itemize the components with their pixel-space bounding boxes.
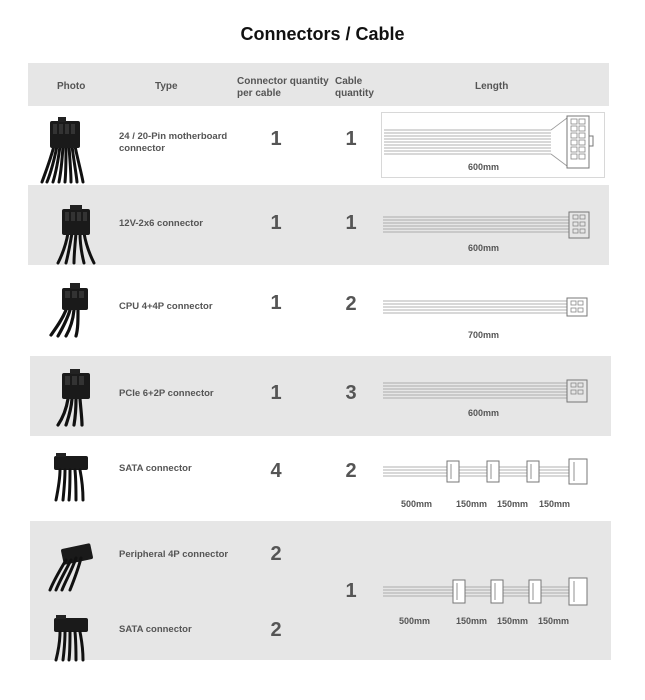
header-type: Type: [155, 81, 178, 92]
cable-length-segment: 150mm: [538, 616, 570, 626]
connector-qty: 1: [270, 292, 282, 314]
cable-qty: 2: [345, 460, 357, 482]
sata-icon: [50, 612, 94, 662]
cpu-4plus4-icon: [48, 280, 100, 338]
cable-qty: 3: [345, 382, 357, 404]
connector-qty: 2: [270, 543, 282, 565]
cable-length-segment: 150mm: [539, 499, 571, 509]
header-cable-qty-1: Cable: [335, 76, 363, 87]
12v-2x6-icon: [52, 203, 100, 265]
pcie-6plus2-icon: [52, 369, 100, 427]
cable-length-segment: 500mm: [399, 616, 431, 626]
connector-qty: 1: [270, 128, 282, 150]
connector-qty: 1: [270, 212, 282, 234]
cable-qty: 1: [345, 128, 357, 150]
type-label-24pin-1: 24 / 20-Pin motherboard: [119, 131, 228, 142]
type-label-cpu: CPU 4+4P connector: [119, 301, 213, 312]
page-title: Connectors / Cable: [240, 24, 405, 44]
sata-icon: [50, 450, 94, 502]
cable-length-segment: 150mm: [497, 616, 529, 626]
cable-qty: 1: [345, 212, 357, 234]
cable-diagram-peripheral-sata: [381, 574, 605, 608]
connector-qty: 2: [270, 619, 282, 641]
header-cable-qty-2: quantity: [335, 88, 374, 99]
cable-length-segment: 150mm: [497, 499, 529, 509]
connector-qty: 1: [270, 382, 282, 404]
cable-qty: 1: [345, 580, 357, 602]
molex-4p-icon: [46, 540, 96, 592]
cable-diagram-pcie: [381, 376, 605, 408]
type-label-sata: SATA connector: [119, 463, 192, 474]
cable-length: 600mm: [468, 162, 500, 172]
header-photo: Photo: [57, 81, 86, 92]
cable-diagram-sata: [381, 456, 605, 486]
cable-diagram-cpu: [381, 292, 605, 324]
cable-length-segment: 150mm: [456, 499, 488, 509]
type-label-12v-2x6: 12V-2x6 connector: [119, 218, 203, 229]
type-label-peripheral: Peripheral 4P connector: [119, 549, 229, 560]
type-label-sata: SATA connector: [119, 624, 192, 635]
header-length: Length: [475, 81, 509, 92]
cable-length-segment: 150mm: [456, 616, 488, 626]
cable-length: 600mm: [468, 243, 500, 253]
cable-length-segment: 500mm: [401, 499, 433, 509]
cable-qty: 2: [345, 293, 357, 315]
type-label-24pin-2: connector: [119, 143, 165, 154]
cable-length: 700mm: [468, 330, 500, 340]
type-label-pcie: PCIe 6+2P connector: [119, 388, 214, 399]
header-connector-qty-1: Connector quantity: [237, 76, 329, 87]
connector-qty: 4: [270, 460, 282, 482]
cable-length: 600mm: [468, 408, 500, 418]
header-connector-qty-2: per cable: [237, 88, 281, 99]
atx-24pin-icon: [38, 116, 90, 184]
cable-diagram-12v-2x6: [381, 207, 605, 243]
